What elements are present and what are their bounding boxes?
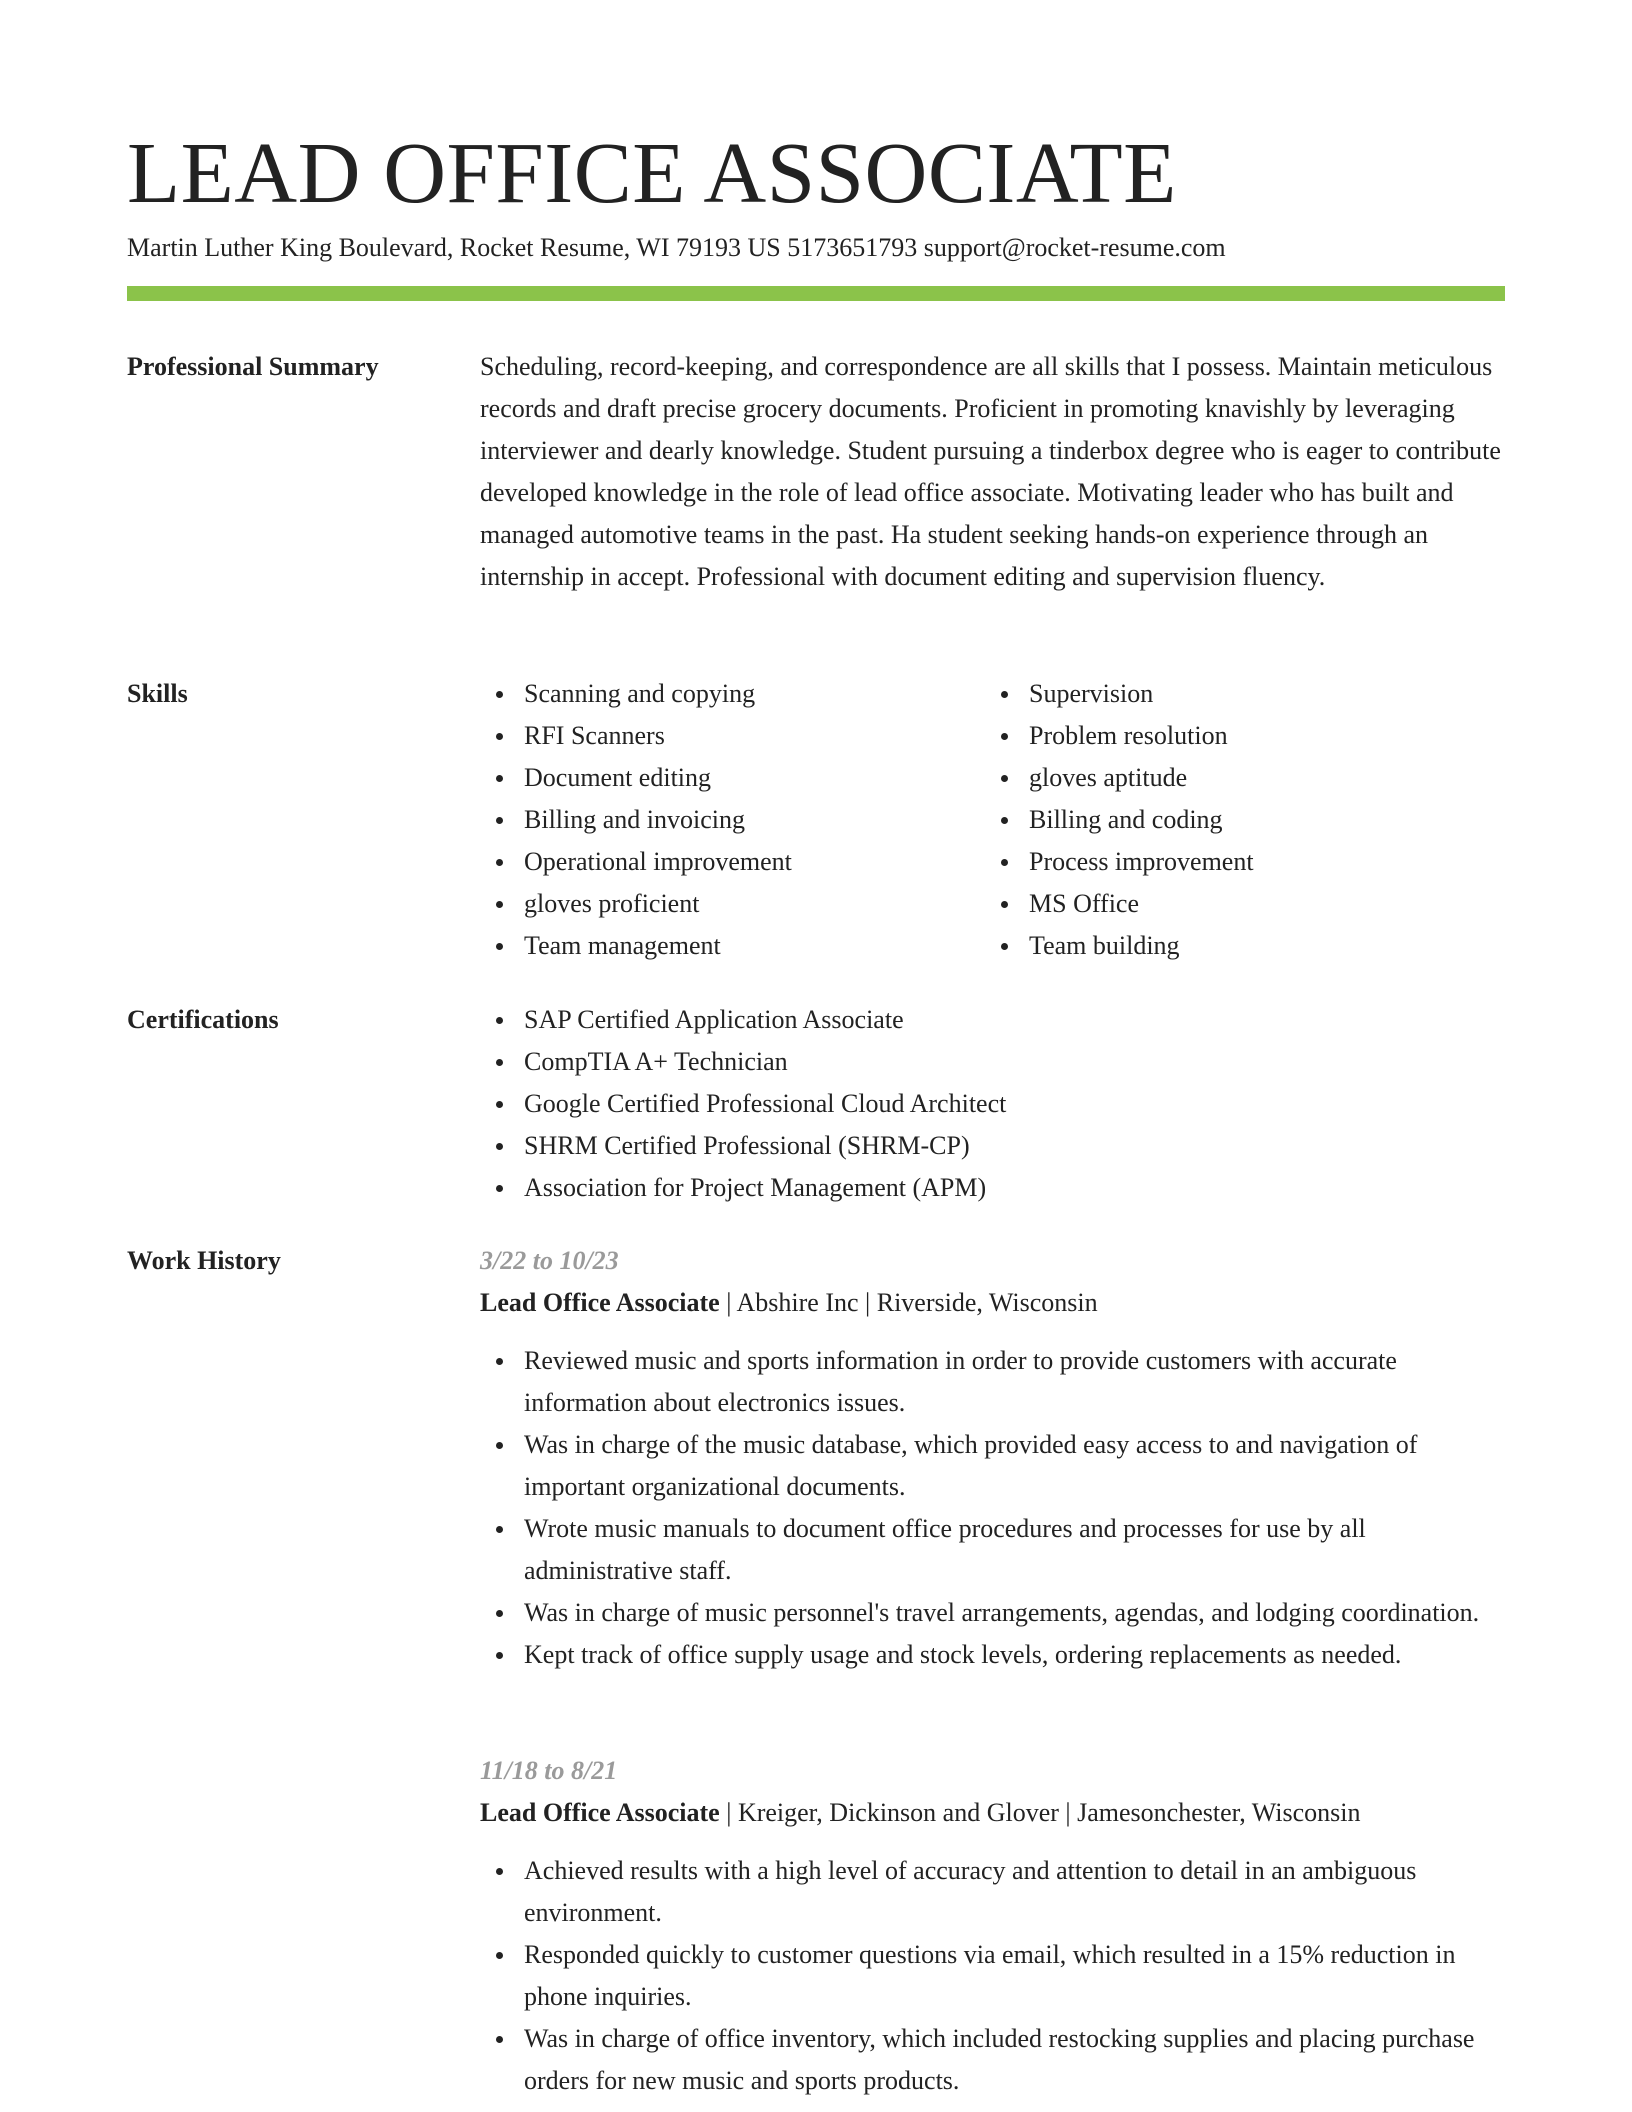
job-entry	[480, 1750, 1505, 2102]
certification-item: Association for Project Management (APM)	[480, 1167, 1505, 1209]
job-bullets	[480, 1850, 1505, 2102]
skill-item: Operational improvement	[480, 841, 985, 883]
section-label-certifications: Certifications	[127, 1005, 279, 1034]
job-bullet: Reviewed music and sports information in order to provide customers with accurate information about electronics issues.	[480, 1340, 1505, 1424]
skill-item: Process improvement	[985, 841, 1490, 883]
section-label-skills: Skills	[127, 679, 188, 708]
skill-item: Document editing	[480, 757, 985, 799]
section-label-summary: Professional Summary	[127, 352, 379, 381]
work-history-body	[480, 1240, 1505, 2095]
job-bullet: Was in charge of office inventory, which included restocking supplies and placing purchase orders for new music and sports products.	[480, 2018, 1505, 2102]
skill-item: RFI Scanners	[480, 715, 985, 757]
skill-item: Billing and invoicing	[480, 799, 985, 841]
job-title: Lead Office Associate	[480, 1798, 720, 1827]
job-bullet: Was in charge of the music database, which provided easy access to and navigation of important organizational documents.	[480, 1424, 1505, 1508]
skill-item: Scanning and copying	[480, 673, 985, 715]
certification-item: Google Certified Professional Cloud Architect	[480, 1083, 1505, 1125]
summary-text: Scheduling, record-keeping, and correspondence are all skills that I possess. Maintain meticulous records and draft precise grocery documents. Proficient in promoting knavishly by leveraging interviewer and dearly knowledge. Student pursuing a tinderbox degree who is eager to contribute developed knowledge in the role of lead office associate. Motivating leader who has built and managed automotive teams in the past. Ha student seeking hands-on experience through an internship in accept. Professional with document editing and supervision fluency.	[480, 352, 1501, 591]
certification-item: CompTIA A+ Technician	[480, 1041, 1505, 1083]
skill-item: Billing and coding	[985, 799, 1490, 841]
skills-body	[480, 673, 1505, 967]
section-label-work-history: Work History	[127, 1246, 281, 1275]
job-bullet: Responded quickly to customer questions via email, which resulted in a 15% reduction in phone inquiries.	[480, 1934, 1505, 2018]
job-date: 3/22 to 10/23	[480, 1246, 619, 1275]
summary-body	[480, 346, 1505, 598]
job-date: 11/18 to 8/21	[480, 1756, 618, 1785]
job-bullet: Wrote music manuals to document office procedures and processes for use by all administrative staff.	[480, 1508, 1505, 1592]
certification-item: SAP Certified Application Associate	[480, 999, 1505, 1041]
skill-item: gloves aptitude	[985, 757, 1490, 799]
certification-item: SHRM Certified Professional (SHRM-CP)	[480, 1125, 1505, 1167]
certifications-list	[480, 999, 1505, 1209]
job-details: | Kreiger, Dickinson and Glover | Jamesonchester, Wisconsin	[719, 1798, 1361, 1827]
job-bullet: Achieved results with a high level of accuracy and attention to detail in an ambiguous environment.	[480, 1850, 1505, 1934]
header-divider	[127, 286, 1505, 301]
job-heading	[480, 1282, 1505, 1324]
certifications-body	[480, 999, 1505, 1209]
skill-item: MS Office	[985, 883, 1490, 925]
job-details: | Abshire Inc | Riverside, Wisconsin	[719, 1288, 1098, 1317]
job-bullet: Kept track of office supply usage and stock levels, ordering replacements as needed.	[480, 1634, 1505, 1676]
contact-info: Martin Luther King Boulevard, Rocket Resume, WI 79193 US 5173651793 support@rocket-resume.com	[127, 233, 1226, 262]
skill-item: Supervision	[985, 673, 1490, 715]
skill-item: Problem resolution	[985, 715, 1490, 757]
job-bullets	[480, 1340, 1505, 1676]
job-title: Lead Office Associate	[480, 1288, 720, 1317]
skills-list-right	[985, 673, 1490, 967]
skill-item: Team management	[480, 925, 985, 967]
resume-title: LEAD OFFICE ASSOCIATE	[127, 124, 1177, 221]
job-bullet: Was in charge of music personnel's travel arrangements, agendas, and lodging coordination.	[480, 1592, 1505, 1634]
job-heading	[480, 1792, 1505, 1834]
skill-item: Team building	[985, 925, 1490, 967]
job-entry	[480, 1240, 1505, 1676]
skills-list-left	[480, 673, 985, 967]
skill-item: gloves proficient	[480, 883, 985, 925]
